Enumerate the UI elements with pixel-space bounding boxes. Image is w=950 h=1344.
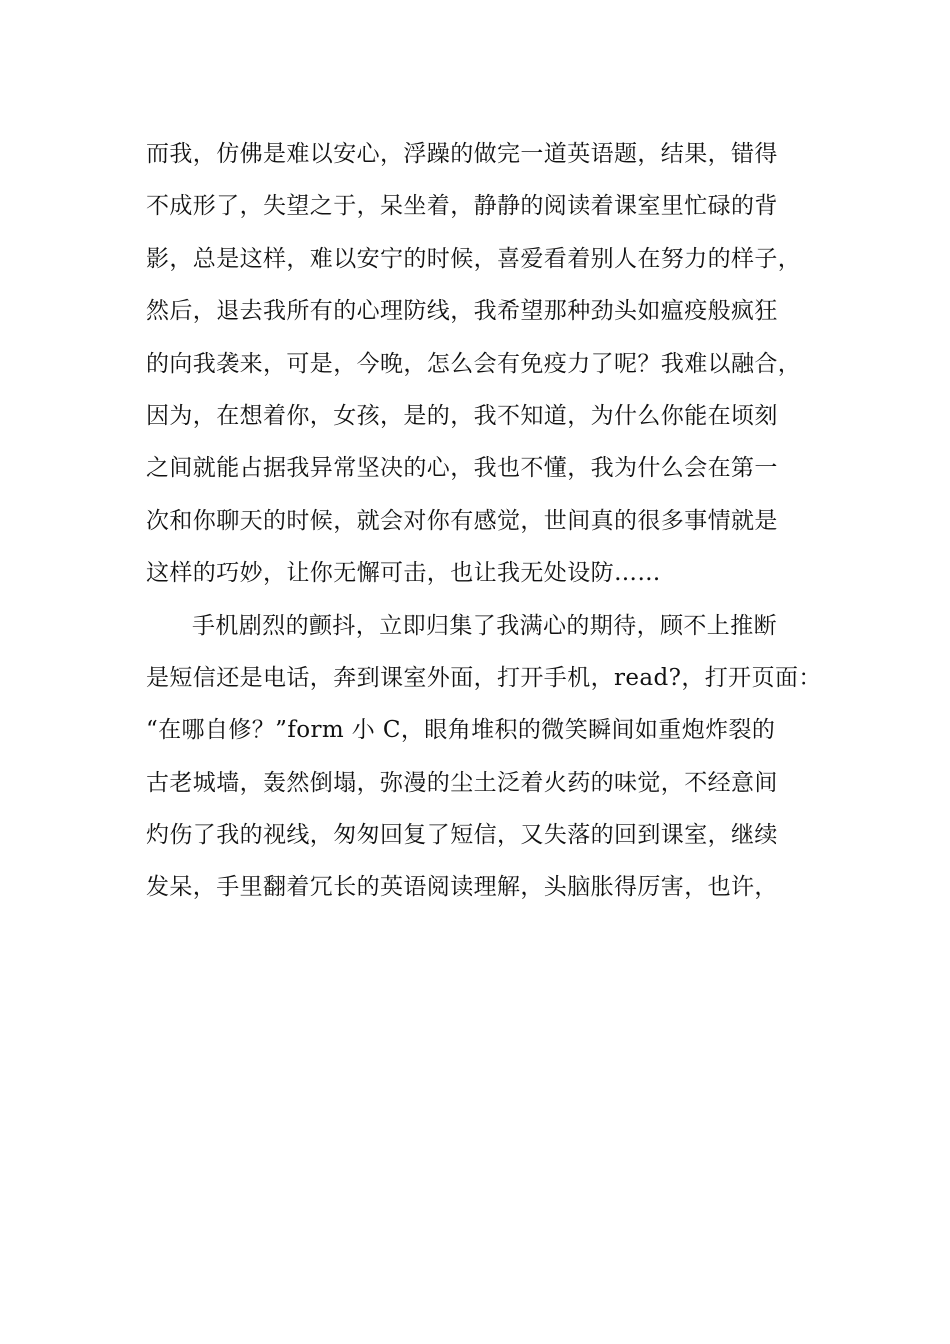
text-line: 这样的巧妙，让你无懈可击，也让我无处设防…… bbox=[146, 560, 661, 587]
document-body bbox=[146, 128, 826, 914]
text-line: 手机剧烈的颤抖，立即归集了我满心的期待，顾不上推断 bbox=[192, 612, 777, 639]
text-line: 古老城墙，轰然倒塌，弥漫的尘土泛着火药的味觉，不经意间 bbox=[146, 769, 778, 796]
text-line: 是短信还是电话，奔到课室外面，打开手机，read?，打开页面： bbox=[146, 664, 822, 691]
text-line: 的向我袭来，可是，今晚，怎么会有免疫力了呢？我难以融合， bbox=[146, 350, 802, 377]
text-line: “在哪自修？”form 小 C，眼角堆积的微笑瞬间如重炮炸裂的 bbox=[146, 717, 776, 744]
text-line: 灼伤了我的视线，匆匆回复了短信，又失落的回到课室，继续 bbox=[146, 822, 778, 849]
text-line: 然后，退去我所有的心理防线，我希望那种劲头如瘟疫般疯狂 bbox=[146, 298, 778, 325]
text-line: 次和你聊天的时候，就会对你有感觉，世间真的很多事情就是 bbox=[146, 507, 778, 534]
text-line: 不成形了，失望之于，呆坐着，静静的阅读着课室里忙碌的背 bbox=[146, 193, 778, 220]
text-line: 影，总是这样，难以安宁的时候，喜爱看着别人在努力的样子， bbox=[146, 245, 802, 272]
text-line: 因为，在想着你，女孩，是的，我不知道，为什么你能在顷刻 bbox=[146, 402, 778, 429]
text-line: 而我，仿佛是难以安心，浮躁的做完一道英语题，结果，错得 bbox=[146, 141, 778, 167]
text-line: 发呆，手里翻着冗长的英语阅读理解，头脑胀得厉害，也许， bbox=[146, 874, 778, 901]
text-line: 之间就能占据我异常坚决的心，我也不懂，我为什么会在第一 bbox=[146, 455, 778, 482]
